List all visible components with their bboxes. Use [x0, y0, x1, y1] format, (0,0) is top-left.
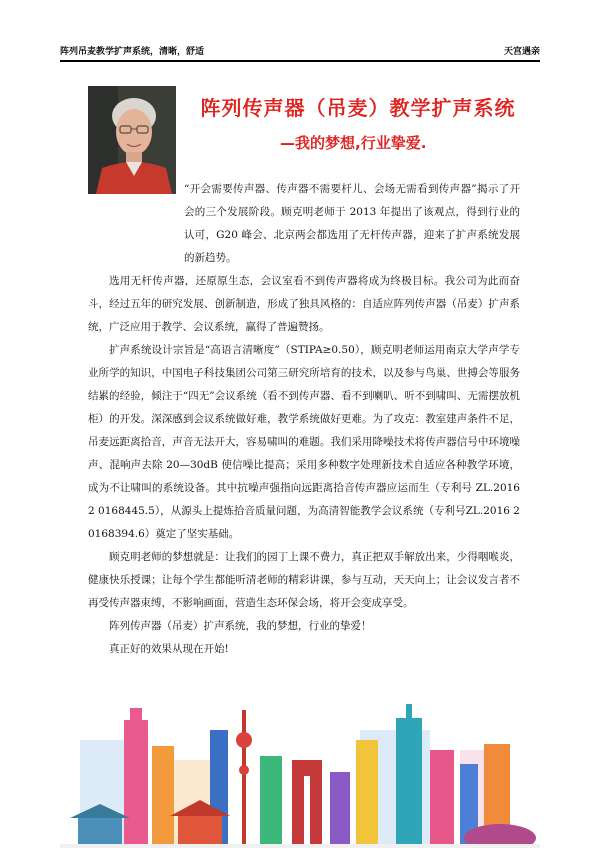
article-body — [88, 178, 520, 661]
paragraph: “开会需要传声器、传声器不需要杆儿、会场无需看到传声器”揭示了开会的三个发展阶段。顾克明老师于 2013 年提出了该观点，得到行业的认可，G20 峰会、北京两会都选用了无杆传声器，迎来了扩声系统发展的新趋势。 — [184, 183, 520, 264]
header-left-text: 阵列吊麦教学扩声系统，清晰，舒适 — [60, 47, 205, 57]
paragraph: 选用无杆传声器，还原原生态，会议室看不到传声器将成为终极目标。我公司为此而奋斗，经过五年的研究发展、创新制造，形成了独具风格的：自适应阵列传声器（吊麦）扩声系统，广泛应用于教学、会议系统，赢得了普遍赞扬。 — [88, 275, 520, 333]
city-skyline-illustration — [60, 700, 540, 848]
header-rule — [60, 60, 540, 62]
header-right-text: 天宫遇亲 — [503, 47, 540, 57]
paragraph: 扩声系统设计宗旨是“高语言清晰度”（STIPA≥0.50），顾克明老师运用南京大学声学专业所学的知识，中国电子科技集团公司第三研究所培育的技术，以及参与鸟巢、世搏会等服务结累的经验，倾注于“四无”会议系统（看不到传声器、看不到喇叭、听不到啸叫、无需摆放机柜）的开发。深深感到会议系统做好难，教学系统做好更难。为了攻克：教室建声条件不足，吊麦远距离拾音，声音无法开大，容易啸叫的难题。我们采用降噪技术将传声器信号中环境噪声、混响声去除 20—30dB 使信噪比提高；采用多种数字处理新技术自适应各种教学环境，成为不让啸叫的系统设备。其中抗噪声强指向远距离拾音传声器应运而生（专利号 ZL.2016 2 0168445.5），从源头上提炼拾音质量问题，为高清智能教学会议系统（专利号ZL.2016 2 0168394.6）奠定了坚实基础。 — [88, 344, 520, 540]
page-header — [60, 44, 540, 58]
paragraph: 顾克明老师的梦想就是：让我们的园丁上课不费力，真正把双手解放出来，少得咽喉炎，健康快乐授课；让每个学生都能听清老师的精彩讲课，参与互动，天天向上；让会议发言者不再受传声器束缚，不影响画面，营造生态环保会场，将开会变成享受。 — [88, 551, 520, 609]
document-subtitle: —我的梦想,行业挚爱. — [280, 134, 427, 152]
paragraph: 阵列传声器（吊麦）扩声系统，我的梦想，行业的挚爱！ — [109, 620, 372, 632]
paragraph: 真正好的效果从现在开始! — [109, 643, 229, 655]
document-title: 阵列传声器（吊麦）教学扩声系统 — [200, 96, 516, 120]
